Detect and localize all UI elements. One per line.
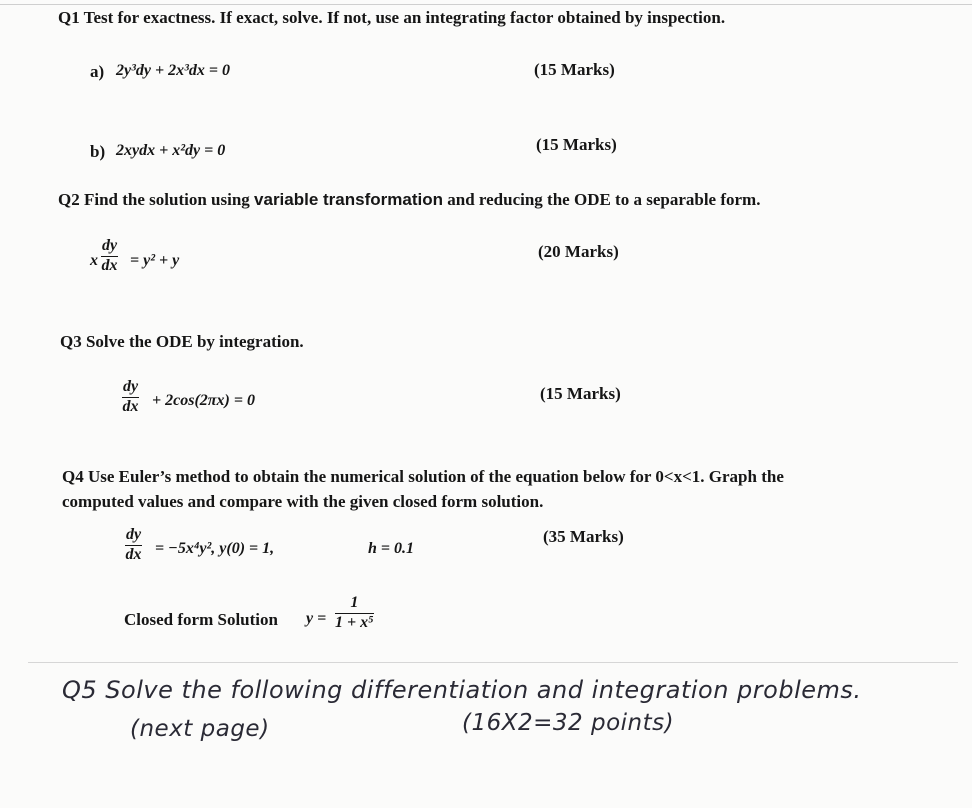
q3-frac-den: dx (122, 398, 139, 415)
q4-closed-fraction (335, 594, 374, 632)
q1a-equation: 2y³dy + 2x³dx = 0 (116, 62, 231, 79)
q2-heading-bold: variable transformation (254, 190, 443, 209)
q1a-label: a) (90, 62, 105, 81)
q4-closed-lhs: y = (306, 610, 327, 627)
separator-line (28, 662, 958, 663)
q1a-marks: (15 Marks) (534, 60, 615, 79)
q2-heading (58, 190, 760, 210)
q2-heading-pre: Q2 Find the solution using (58, 190, 255, 209)
q2-frac-den: dx (101, 257, 118, 274)
q4-heading-line2: computed values and compare with the given closed form solution. (62, 492, 544, 511)
q5-handwritten-line1: Q5 Solve the following differentiation and integration problems. (62, 676, 862, 704)
q4-closed-label: Closed form Solution (124, 610, 278, 629)
q4-frac-num: dy (125, 526, 142, 546)
q1b-equation: 2xydx + x²dy = 0 (116, 142, 226, 159)
q4-marks: (35 Marks) (543, 527, 624, 546)
q5-handwritten-points: (16X2=32 points) (462, 710, 675, 736)
q4-frac-den: dx (125, 546, 142, 563)
q2-heading-post: and reducing the ODE to a separable form. (442, 190, 761, 209)
q1b-label: b) (90, 142, 106, 161)
q1b-marks: (15 Marks) (536, 135, 617, 154)
q4-heading-line1: Q4 Use Euler’s method to obtain the numerical solution of the equation below for 0<x<1. Graph the (62, 467, 784, 486)
q2-frac-num: dy (101, 237, 118, 257)
q3-frac-num: dy (122, 378, 139, 398)
q4-step-size: h = 0.1 (368, 540, 415, 557)
q3-fraction (122, 378, 139, 416)
q1-heading: Q1 Test for exactness. If exact, solve. If not, use an integrating factor obtained by inspection. (58, 8, 726, 27)
q3-marks: (15 Marks) (540, 384, 621, 403)
q3-heading: Q3 Solve the ODE by integration. (60, 332, 304, 351)
q3-rhs: + 2cos(2πx) = 0 (152, 392, 255, 409)
top-edge-line (0, 4, 972, 5)
q2-lhs-coef: x (90, 252, 98, 269)
q4-closed-den: 1 + x⁵ (335, 614, 374, 631)
q4-rhs: = −5x⁴y², y(0) = 1, (155, 540, 275, 557)
q2-fraction (101, 237, 118, 275)
q4-fraction (125, 526, 142, 564)
q5-handwritten-line2: (next page) (130, 716, 270, 742)
q4-closed-num: 1 (335, 594, 374, 614)
q2-rhs: = y² + y (130, 252, 180, 269)
q2-marks: (20 Marks) (538, 242, 619, 261)
